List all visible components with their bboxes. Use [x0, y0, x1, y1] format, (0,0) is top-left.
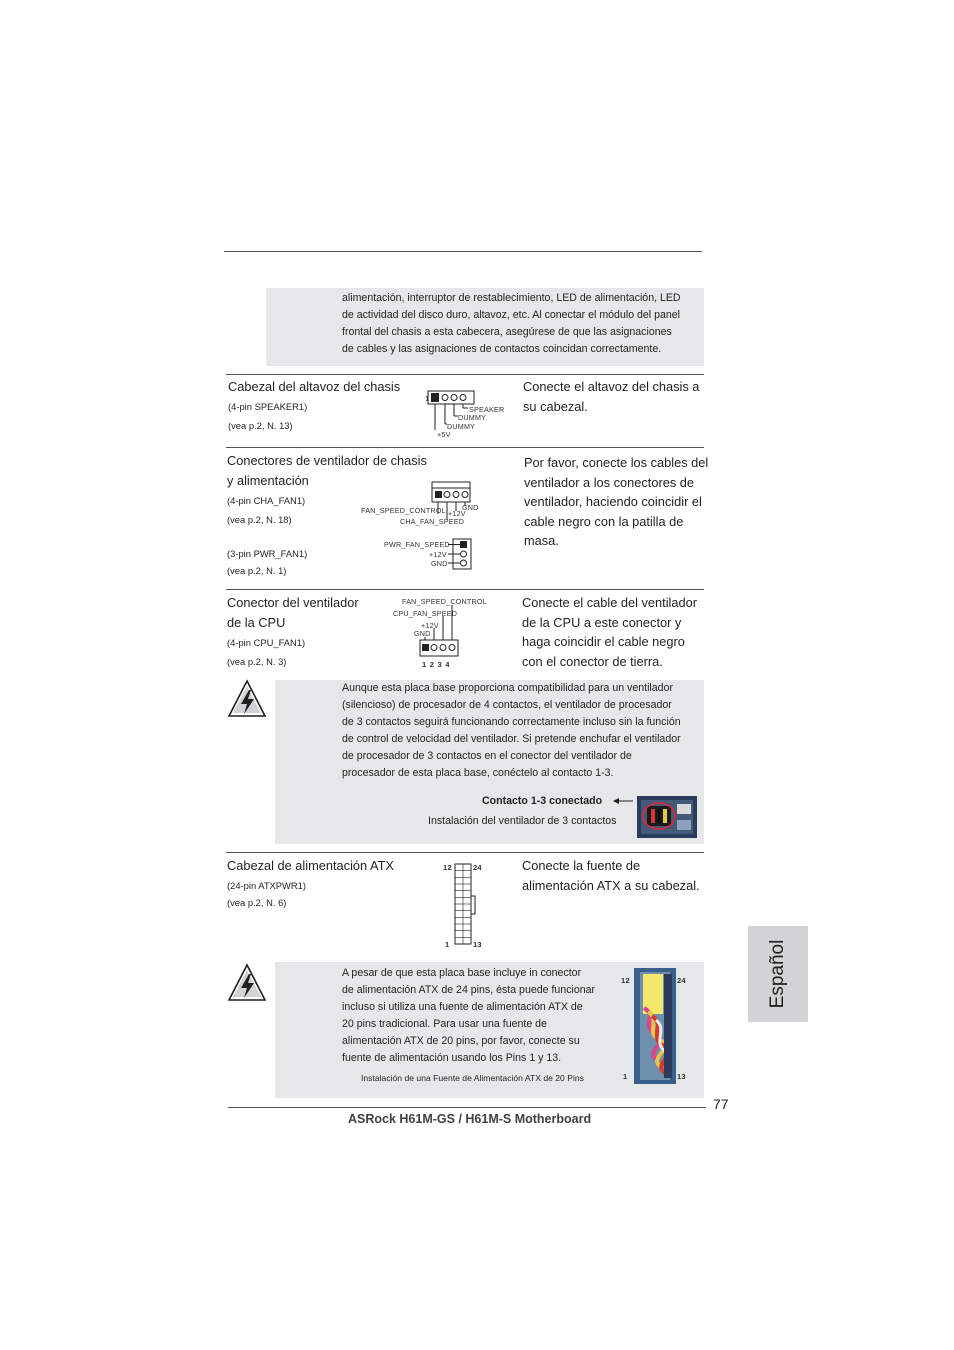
note2-caption: Instalación de una Fuente de Alimentación ATX de 20 Pins [361, 1073, 584, 1083]
note2-line: A pesar de que esta placa base incluye in conector [342, 967, 582, 979]
chassis-fan-desc-line: ventilador, haciendo coincidir el [524, 494, 702, 509]
atx-desc [522, 856, 700, 895]
cpu-fan-title-line: de la CPU [227, 614, 286, 630]
speaker-pin-label: SPEAKER [469, 405, 505, 414]
chassis-fan-desc [524, 453, 708, 551]
atx-pin-12: 12 [443, 863, 452, 872]
speaker-desc [523, 377, 699, 416]
note2-text [342, 965, 622, 1067]
speaker-sub2: (vea p.2, N. 13) [228, 420, 293, 431]
speaker-pin-label: DUMMY [447, 422, 476, 431]
note1-line: Aunque esta placa base proporciona compatibilidad para un ventilador [342, 682, 673, 694]
fan-installation-photo [637, 796, 697, 838]
speaker-pin-label: +5V [437, 430, 451, 439]
cpu-fan-desc [522, 593, 697, 671]
atx-connector-diagram [453, 862, 477, 946]
chassis-fan-desc-line: Por favor, conecte los cables del [524, 455, 709, 470]
note1-caption: Instalación del ventilador de 3 contactos [428, 815, 617, 827]
chassis-fan-desc-line: masa. [524, 533, 559, 548]
note1-line: (silencioso) de procesador de 4 contactos, el ventilador de procesador [342, 699, 672, 711]
chassis-fan-sub1: (4-pin CHA_FAN1) [227, 495, 306, 506]
note1-text [342, 680, 704, 782]
cpu-fan-pin-label: +12V [421, 621, 439, 630]
speaker-desc-line: su cabezal. [523, 398, 588, 414]
section-rule [226, 447, 704, 448]
speaker-sub1: (4-pin SPEAKER1) [228, 401, 308, 412]
note2-pin-13: 13 [677, 1072, 686, 1081]
cpu-fan-desc-line: Conecte el cable del ventilador [522, 595, 698, 610]
cpu-fan-desc-line: con el conector de tierra. [522, 653, 663, 669]
cha-fan-pin-label: FAN_SPEED_CONTROL [361, 506, 446, 515]
speaker-title: Cabezal del altavoz del chasis [228, 379, 401, 394]
intro-text [342, 290, 704, 358]
footer-product: ASRock H61M-GS / H61M-S Motherboard [348, 1112, 592, 1126]
section-rule [226, 374, 704, 375]
note2-line: de alimentación ATX de 24 pins, ésta puede funcionar [342, 984, 596, 996]
speaker-pin-one: 1 [425, 394, 430, 403]
note2-line: fuente de alimentación usando los Pins 1 y 13. [342, 1052, 562, 1064]
pwr-fan-pin-label: +12V [429, 550, 447, 559]
atx-desc-line: Conecte la fuente de [522, 858, 641, 873]
intro-line: frontal del chasis a esta cabecera, asegúrese de que las asignaciones [342, 326, 672, 338]
cpu-fan-desc-line: haga coincidir el cable negro [522, 634, 685, 649]
note2-pin-12: 12 [621, 976, 630, 985]
chassis-fan-sub3: (3-pin PWR_FAN1) [227, 548, 308, 559]
note2-line: incluso si utiliza una fuente de alimentación ATX de [342, 1001, 583, 1013]
note2-pin-24: 24 [677, 976, 686, 985]
pwr-fan-connector-diagram [448, 537, 474, 571]
warning-icon [226, 962, 268, 1004]
intro-line: alimentación, interruptor de restablecimiento, LED de alimentación, LED [342, 292, 681, 304]
warning-icon [226, 678, 268, 720]
arrow-left-icon [612, 796, 634, 806]
chassis-fan-desc-line: cable negro con la patilla de [524, 513, 684, 529]
note2-line: alimentación ATX de 20 pins, por favor, conecte su [342, 1035, 580, 1047]
intro-line: de cables y las asignaciones de contactos coincidan correctamente. [342, 343, 662, 355]
cpu-fan-pin-label: GND [414, 629, 431, 638]
atx-title: Cabezal de alimentación ATX [227, 858, 394, 873]
speaker-desc-line: Conecte el altavoz del chasis a [523, 379, 700, 394]
cha-fan-pin-label: CHA_FAN_SPEED [400, 517, 465, 526]
speaker-pin-label: DUMMY [458, 413, 487, 422]
cpu-fan-pin-label: FAN_SPEED_CONTROL [402, 597, 487, 606]
cpu-fan-pin-label: CPU_FAN_SPEED [393, 609, 458, 618]
note2-pin-1: 1 [623, 1072, 628, 1081]
atx-installation-photo [634, 968, 676, 1084]
atx-pin-24: 24 [473, 863, 482, 872]
cpu-fan-sub2: (vea p.2, N. 3) [227, 656, 287, 667]
chassis-fan-sub2: (vea p.2, N. 18) [227, 514, 292, 525]
chassis-fan-title-line: Conectores de ventilador de chasis [227, 453, 427, 468]
language-tab [748, 926, 808, 1022]
atx-sub1: (24-pin ATXPWR1) [227, 880, 307, 891]
atx-pin-1: 1 [445, 940, 450, 949]
chassis-fan-desc-line: ventilador a los conectores de [524, 474, 695, 490]
atx-pin-13: 13 [473, 940, 482, 949]
pwr-fan-pin-label: PWR_FAN_SPEED [384, 540, 450, 549]
chassis-fan-title [227, 451, 427, 490]
intro-line: de actividad del disco duro, altavoz, etc. Al conectar el módulo del panel [342, 309, 681, 321]
language-tab-label: Español [767, 939, 788, 1009]
cha-fan-pin-label: +12V [448, 509, 466, 518]
note1-line: procesador de esta placa base, conéctelo al contacto 1-3. [342, 767, 614, 779]
cpu-fan-desc-line: de la CPU a este conector y [522, 614, 682, 630]
atx-sub2: (vea p.2, N. 6) [227, 897, 287, 908]
pwr-fan-pin-label: GND [431, 559, 448, 568]
cpu-fan-title [227, 593, 359, 632]
note1-bold-label: Contacto 1-3 conectado [482, 795, 603, 807]
cha-fan-pin-label: GND [462, 503, 479, 512]
page-number: 77 [713, 1096, 729, 1112]
note2-line: 20 pins tradicional. Para usar una fuente de [342, 1018, 547, 1030]
chassis-fan-sub4: (vea p.2, N. 1) [227, 565, 287, 576]
section-rule [226, 589, 704, 590]
note1-line: de control de velocidad del ventilador. Si pretende enchufar el ventilador [342, 733, 681, 745]
chassis-fan-title-line: y alimentación [227, 472, 309, 488]
note1-line: de procesador de 3 contactos en el conector del ventilador de [342, 750, 632, 762]
cpu-fan-title-line: Conector del ventilador [227, 595, 359, 610]
footer-rule [228, 1107, 706, 1108]
section-rule [226, 852, 704, 853]
cpu-fan-sub1: (4-pin CPU_FAN1) [227, 637, 306, 648]
note1-line: de 3 contactos seguirá funcionando correctamente incluso sin la función [342, 716, 681, 728]
atx-desc-line: alimentación ATX a su cabezal. [522, 877, 700, 893]
cpu-fan-pin-numbers: 1 2 3 4 [422, 660, 450, 669]
top-rule [224, 251, 702, 252]
